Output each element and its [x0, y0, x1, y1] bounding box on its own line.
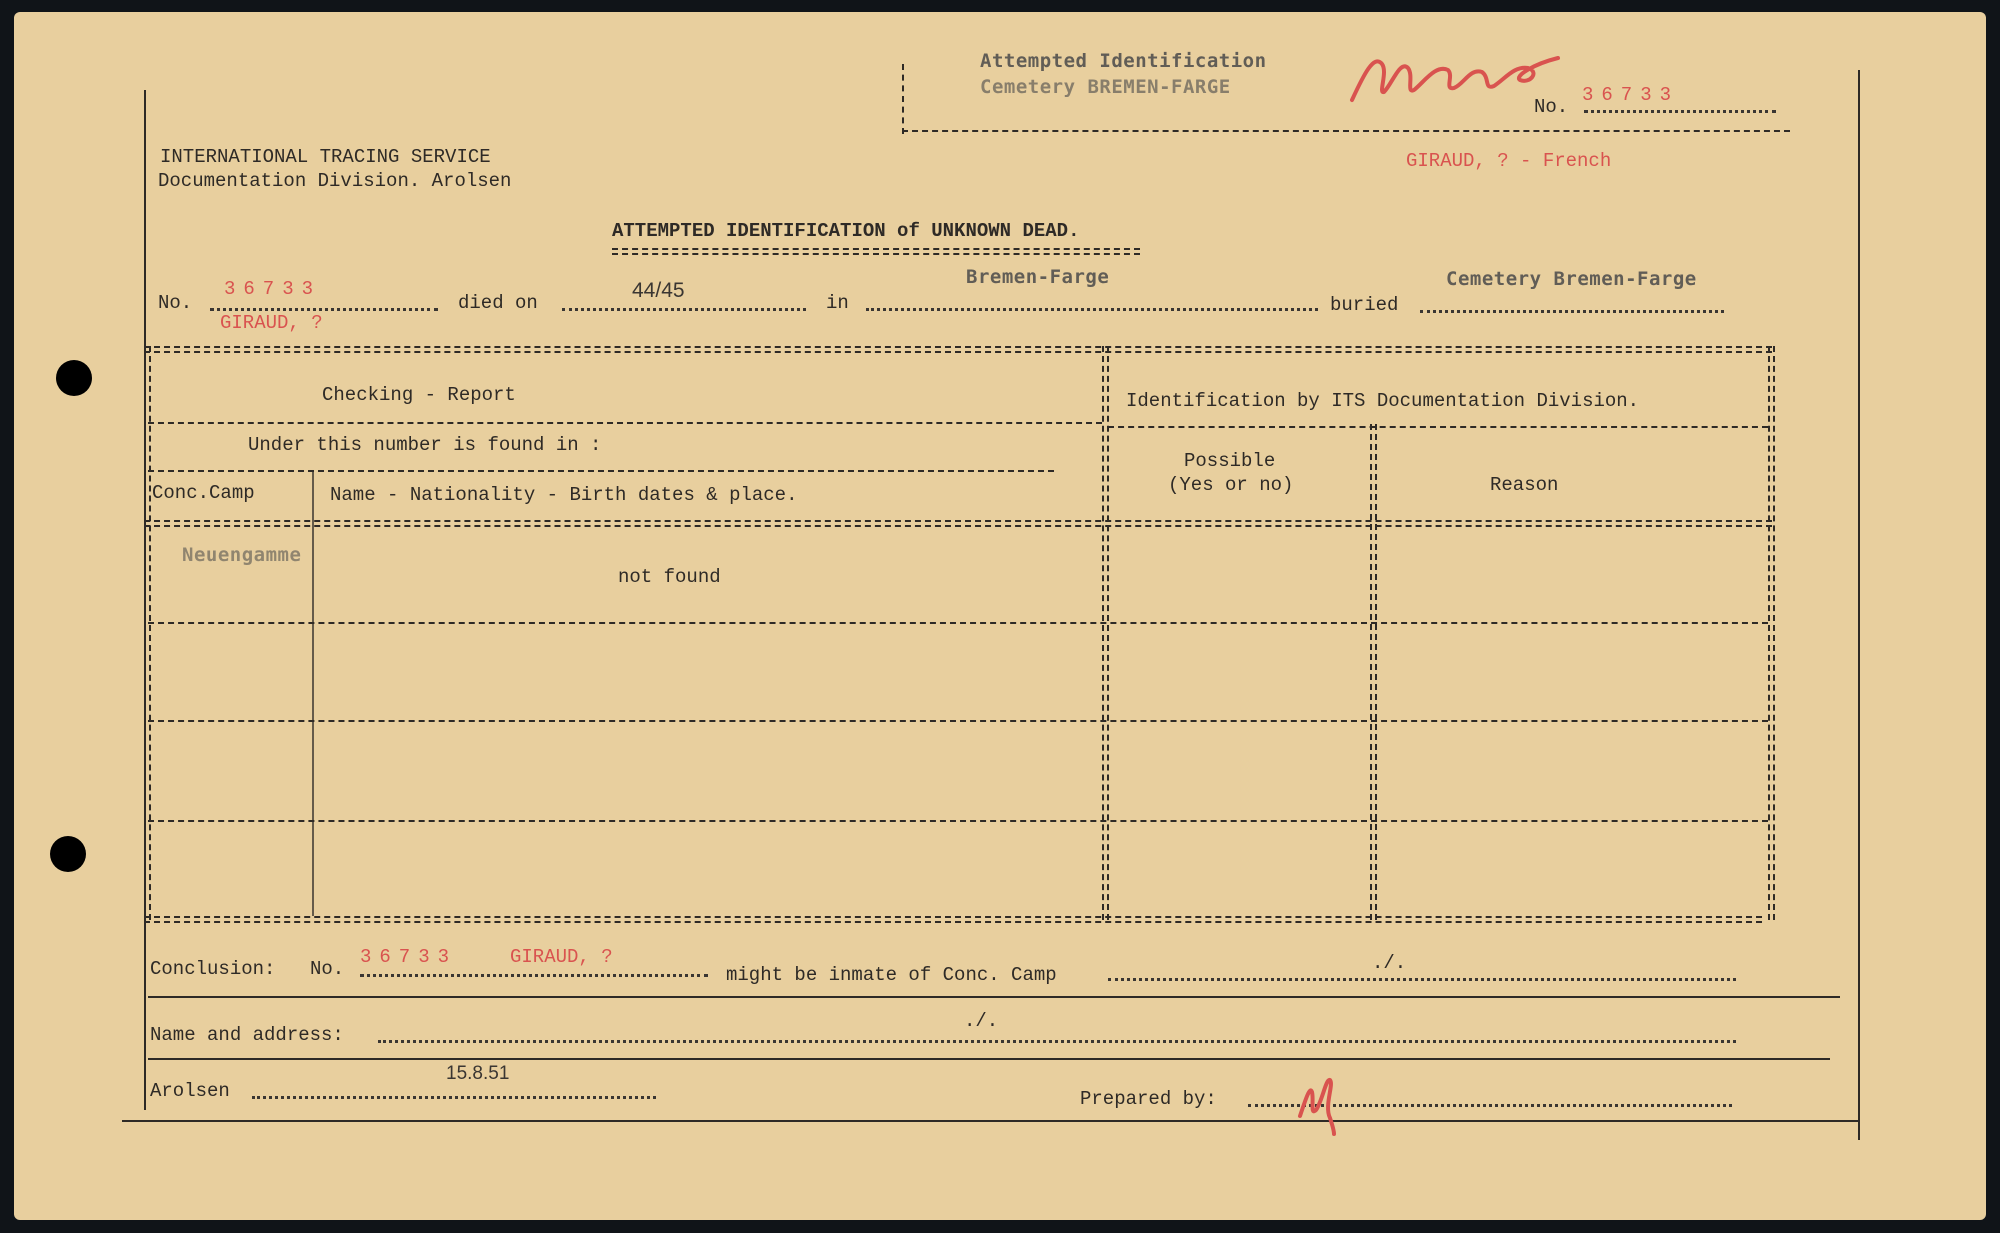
conclusion-no-label: No. — [310, 958, 345, 980]
conclusion-name: GIRAUD, ? — [510, 946, 613, 968]
col-camp-header: Conc.Camp — [152, 482, 255, 504]
in-value-stamp: Bremen-Farge — [966, 266, 1110, 288]
row-1-camp: Neuengamme — [182, 544, 302, 566]
died-on-dots — [562, 308, 806, 311]
punch-hole-bottom — [50, 836, 86, 872]
record-name: GIRAUD, ? — [220, 312, 323, 334]
identification-underline — [1108, 426, 1768, 428]
conclusion-camp-value: ./. — [1372, 952, 1407, 974]
table-right-border — [1768, 346, 1775, 920]
under-number-text: Under this number is found in : — [248, 434, 602, 456]
index-card — [14, 12, 1986, 1220]
conclusion-camp-dotline — [1108, 978, 1736, 981]
frame-bottom — [122, 1120, 1860, 1122]
record-no-value: 36733 — [224, 278, 322, 300]
table-left-border — [144, 346, 151, 920]
stamp-box-left — [902, 64, 904, 134]
checking-report-underline — [148, 422, 1102, 424]
col-reason-header: Reason — [1490, 474, 1559, 496]
row-divider-2 — [148, 720, 1768, 722]
stamp-attempted-identification: Attempted Identification — [980, 50, 1267, 72]
buried-label: buried — [1330, 294, 1399, 316]
table-header-bottom-border — [144, 520, 1772, 527]
frame-right — [1858, 70, 1860, 1140]
died-on-value: 44/45 — [632, 279, 685, 302]
col-name-header: Name - Nationality - Birth dates & place. — [330, 484, 798, 506]
footer-place: Arolsen — [150, 1080, 230, 1102]
org-name: INTERNATIONAL TRACING SERVICE — [160, 146, 491, 168]
header-no-dots — [1584, 110, 1776, 113]
title-underline — [612, 248, 1140, 255]
prepared-by-label: Prepared by: — [1080, 1088, 1217, 1110]
conclusion-no-value: 36733 — [360, 946, 458, 968]
conclusion-label: Conclusion: — [150, 958, 276, 980]
under-number-underline — [148, 470, 1054, 472]
stamp-cemetery: Cemetery BREMEN-FARGE — [980, 76, 1231, 98]
footer-place-dots — [252, 1096, 656, 1099]
buried-dots — [1420, 310, 1724, 313]
record-no-dots — [210, 308, 438, 311]
col-possible-header: Possible — [1184, 450, 1276, 472]
header-no-label: No. — [1534, 96, 1569, 118]
name-address-dotline — [378, 1040, 1736, 1043]
header-name-nationality: GIRAUD, ? - French — [1406, 150, 1612, 172]
identification-header: Identification by ITS Documentation Division. — [1126, 390, 1640, 412]
conclusion-might-be: might be inmate of Conc. Camp — [726, 964, 1057, 986]
header-no-value: 36733 — [1582, 84, 1680, 106]
form-title: ATTEMPTED IDENTIFICATION of UNKNOWN DEAD. — [612, 220, 1080, 242]
table-bottom-border — [144, 916, 1762, 923]
in-dots — [866, 308, 1318, 311]
conclusion-no-dots — [360, 974, 708, 977]
org-division: Documentation Division. Arolsen — [158, 170, 512, 192]
row-divider-1 — [148, 622, 1768, 624]
footer-date: 15.8.51 — [446, 1063, 510, 1084]
col-possible-subheader: (Yes or no) — [1168, 474, 1294, 496]
died-on-label: died on — [458, 292, 538, 314]
record-no-label: No. — [158, 292, 193, 314]
conclusion-rule — [148, 996, 1840, 998]
punch-hole-top — [56, 360, 92, 396]
table-reason-divider — [1370, 424, 1377, 920]
prepared-by-signature — [1290, 1058, 1350, 1142]
name-address-label: Name and address: — [150, 1024, 344, 1046]
in-label: in — [826, 292, 849, 314]
stamp-box-bottom — [902, 130, 1790, 132]
table-top-border — [144, 346, 1772, 353]
table-middle-divider — [1102, 346, 1109, 920]
row-divider-3 — [148, 820, 1768, 822]
row-1-details: not found — [618, 566, 721, 588]
name-address-rule — [148, 1058, 1830, 1060]
buried-value-stamp: Cemetery Bremen-Farge — [1446, 268, 1697, 290]
name-address-value: ./. — [964, 1010, 999, 1032]
checking-report-header: Checking - Report — [322, 384, 516, 406]
table-camp-divider — [312, 470, 314, 916]
